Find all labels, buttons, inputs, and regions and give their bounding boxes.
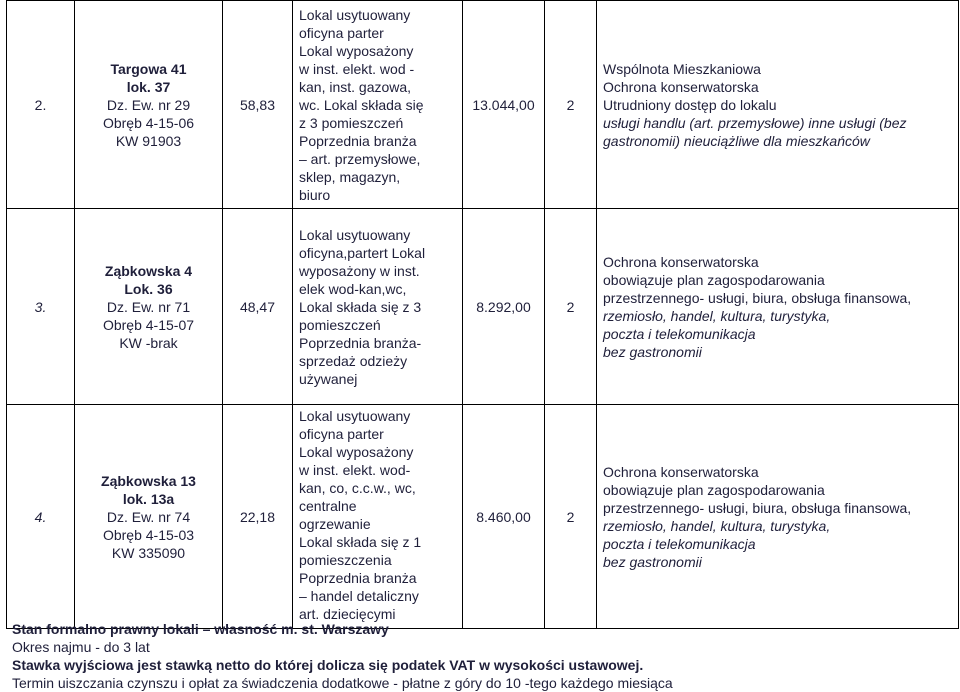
rate-value: 8.460,00 — [463, 405, 545, 629]
description-line: Poprzednia branża — [299, 132, 417, 149]
notes-line: poczta i telekomunikacja — [603, 535, 756, 552]
legal-status-note: Stan formalno prawny lokali – własność m. st. Warszawy — [12, 621, 389, 637]
table-row — [7, 1, 959, 209]
area-value: 48,47 — [223, 209, 293, 405]
notes-line: Ochrona konserwatorska — [603, 78, 759, 95]
address-unit: lok. 37 — [126, 78, 171, 95]
property-address — [75, 1, 223, 209]
description-line: elek wod-kan,wc, — [299, 280, 407, 297]
description-line: biuro — [299, 186, 331, 203]
property-address — [75, 405, 223, 629]
notes-line: gastronomii) nieuciążliwe dla mieszkańców — [603, 132, 870, 149]
area-value: 22,18 — [223, 405, 293, 629]
address-land-register: KW 91903 — [115, 132, 182, 149]
property-address — [75, 209, 223, 405]
address-precinct: Obręb 4-15-06 — [102, 114, 195, 131]
rate-value: 13.044,00 — [463, 1, 545, 209]
quantity-value: 2 — [545, 1, 597, 209]
description-line: w inst. elekt. wod - — [299, 60, 415, 77]
description-line: ogrzewanie — [299, 516, 371, 532]
notes-line: obowiązuje plan zagospodarowania — [603, 481, 825, 498]
address-unit: lok. 13a — [122, 490, 175, 507]
property-description — [293, 405, 463, 629]
description-line: Poprzednia branża- — [299, 334, 422, 351]
description-line: oficyna,partert Lokal — [299, 244, 426, 261]
description-line: pomieszczeń — [299, 316, 381, 333]
row-number: 4. — [7, 405, 75, 629]
notes-line: przestrzennego- usługi, biura, obsługa finansowa, — [603, 289, 912, 306]
lease-term-note: Okres najmu - do 3 lat — [12, 639, 150, 655]
rate-value: 8.292,00 — [463, 209, 545, 405]
description-line: wyposażony w inst. — [299, 262, 420, 279]
rate-vat-note: Stawka wyjściowa jest stawką netto do której dolicza się podatek VAT w wysokości ustawowej. — [12, 657, 644, 673]
address-plot: Dz. Ew. nr 74 — [106, 508, 191, 525]
address-precinct: Obręb 4-15-07 — [102, 316, 195, 333]
notes-line: Wspólnota Mieszkaniowa — [603, 60, 761, 77]
notes-line: obowiązuje plan zagospodarowania — [603, 271, 825, 288]
description-line: wc. Lokal składa się — [299, 96, 424, 113]
description-line: w inst. elekt. wod- — [299, 462, 411, 478]
table-row — [7, 405, 959, 629]
description-line: kan, inst. gazowa, — [299, 78, 412, 95]
address-unit: Lok. 36 — [124, 280, 173, 297]
description-line: oficyna parter — [299, 426, 384, 442]
description-line: Lokal usytuowany — [299, 226, 411, 243]
terms-footer — [12, 620, 952, 692]
description-line: sprzedaż odzieży — [299, 352, 408, 369]
address-plot: Dz. Ew. nr 71 — [106, 298, 191, 315]
quantity-value: 2 — [545, 209, 597, 405]
description-line: oficyna parter — [299, 24, 384, 41]
listing-table — [6, 0, 959, 629]
description-line: kan, co, c.c.w., wc, — [299, 480, 416, 496]
description-line: art. dziecięcymi — [299, 606, 396, 622]
description-line: – handel detaliczny — [299, 588, 419, 604]
description-line: Lokal usytuowany — [299, 408, 411, 424]
row-number: 3. — [7, 209, 75, 405]
notes-line: rzemiosło, handel, kultura, turystyka, — [603, 517, 831, 534]
table-row — [7, 209, 959, 405]
notes-line: Ochrona konserwatorska — [603, 253, 759, 270]
notes-line: przestrzennego- usługi, biura, obsługa finansowa, — [603, 499, 912, 516]
area-value: 58,83 — [223, 1, 293, 209]
usage-notes — [597, 1, 959, 209]
description-line: Lokal wyposażony — [299, 444, 414, 460]
description-line: Lokal składa się z 3 — [299, 298, 422, 315]
property-description — [293, 209, 463, 405]
description-line: używanej — [299, 370, 358, 387]
notes-line: rzemiosło, handel, kultura, turystyka, — [603, 307, 831, 324]
description-line: – art. przemysłowe, — [299, 150, 421, 167]
row-number: 2. — [7, 1, 75, 209]
payment-term-note: Termin uiszczania czynszu i opłat za świadczenia dodatkowe - płatne z góry do 10 -tego każdego miesiąca — [12, 675, 673, 691]
quantity-value: 2 — [545, 405, 597, 629]
description-line: Poprzednia branża — [299, 570, 417, 586]
address-precinct: Obręb 4-15-03 — [102, 526, 195, 543]
address-plot: Dz. Ew. nr 29 — [106, 96, 191, 113]
usage-notes — [597, 209, 959, 405]
property-description — [293, 1, 463, 209]
description-line: z 3 pomieszczeń — [299, 114, 404, 131]
address-land-register: KW -brak — [119, 334, 178, 351]
description-line: Lokal usytuowany — [299, 6, 411, 23]
address-land-register: KW 335090 — [111, 544, 186, 561]
address-street: Ząbkowska 13 — [101, 472, 196, 489]
notes-line: Utrudniony dostęp do lokalu — [603, 96, 777, 113]
notes-line: bez gastronomii — [603, 343, 702, 360]
description-line: pomieszczenia — [299, 552, 392, 568]
usage-notes — [597, 405, 959, 629]
description-line: sklep, magazyn, — [299, 168, 401, 185]
description-line: centralne — [299, 498, 357, 514]
description-line: Lokal wyposażony — [299, 42, 414, 59]
notes-line: Ochrona konserwatorska — [603, 463, 759, 480]
address-street: Targowa 41 — [110, 60, 187, 77]
description-line: Lokal składa się z 1 — [299, 534, 422, 550]
notes-line: poczta i telekomunikacja — [603, 325, 756, 342]
address-street: Ząbkowska 4 — [104, 262, 193, 279]
notes-line: bez gastronomii — [603, 553, 702, 570]
notes-line: usługi handlu (art. przemysłowe) inne usługi (bez — [603, 114, 907, 131]
